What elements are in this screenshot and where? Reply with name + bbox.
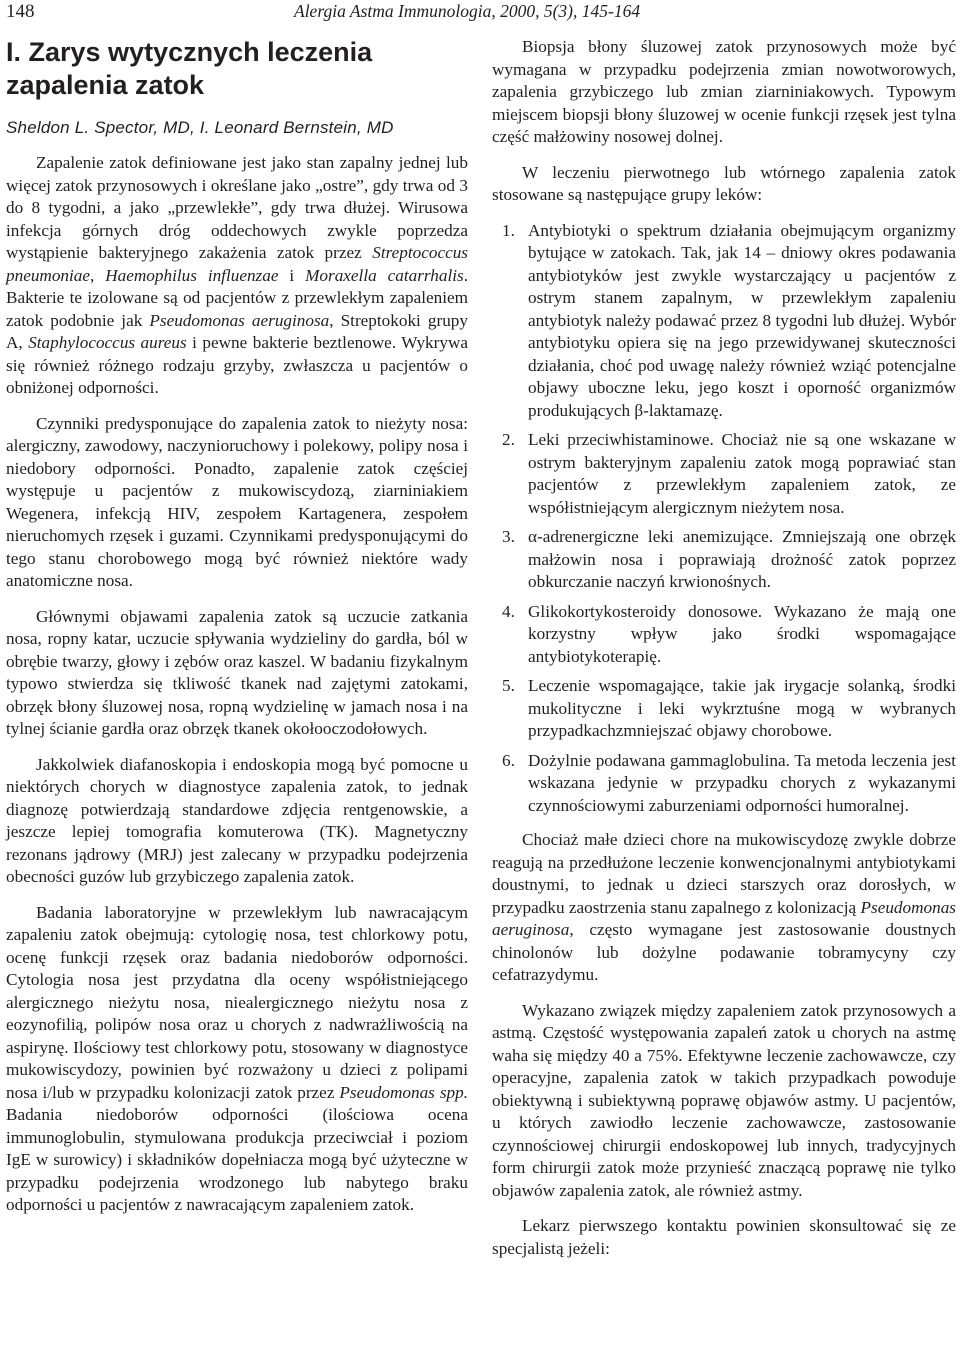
article-title: I. Zarys wytycznych leczenia zapalenia zatok — [6, 37, 373, 100]
right-column — [492, 36, 956, 1273]
page-number: 148 — [6, 1, 35, 22]
body-paragraph: Lekarz pierwszego kontaktu powinien skonsultować się ze specjalistą jeżeli: — [492, 1216, 956, 1258]
list-item-number: 3. — [502, 527, 515, 546]
body-paragraph: Jakkolwiek diafanoskopia i endoskopia mogą być pomocne u niektórych chorych w diagnostyce zapalenia zatok, to jednak diagnozę potwierdzają standardowe zdjęcia rentgenowskie, a jeszcze lepiej tomografia komuterowa (TK). Magnetyczny rezonans jądrowy (MRJ) jest zalecany w przypadku podejrzenia obecności guzów lub grzybiczego zapalenia zatok. — [6, 754, 468, 886]
list-item — [492, 526, 956, 594]
body-paragraph: Chociaż małe dzieci chore na mukowiscydozę zwykle dobrze reagują na przedłużone leczenie konwencjonalnymi antybiotykami doustnymi, to jednak u dzieci starszych oraz dorosłych, w przypadku zaostrzenia stanu zapalnego z kolonizacją Pseudomonas aeruginosa, często wymagane jest zastosowanie doustnych chinolonów lub dożylne podawanie tobramycyny czy cefatrazydymu. — [492, 830, 956, 984]
list-item-number: 1. — [502, 220, 515, 240]
list-item-text: Leki przeciwhistaminowe. Chociaż nie są one wskazane w ostrym bakteryjnym zapaleniu zatok mogą poprawiać stan pacjentów z przewlekłym zapaleniem zatok, ze współistniejącym alergicznym nieżytem nosa. — [528, 430, 956, 517]
list-item — [492, 601, 956, 669]
list-item-text: Dożylnie podawana gammaglobulina. Ta metoda leczenia jest wskazana jedynie w przypadku chorych z wykazanymi czynnościowymi zaburzeniami odporności humoralnej. — [528, 750, 956, 815]
list-item-text: α-adrenergiczne leki anemizujące. Zmniejszają one obrzęk małżowin nosa i poprawiają drożność zatok poprzez obkurczanie naczyń krwionośnych. — [528, 527, 956, 591]
list-item-number: 2. — [502, 430, 515, 449]
running-header — [6, 0, 954, 30]
treatment-list — [492, 220, 956, 818]
list-item-text: Antybiotyki o spektrum działania obejmującym organizmy bytujące w zatokach. Tak, jak 14 – dniowy okres podawania antybiotyków jest zwykle wystarczający u pacjentów z ostrym stanem zapalnym, w przewlekłym zapaleniu antybiotyk należy podawać przez 8 tygodni lub dłużej. Wybór antybiotyku opiera się na jego przewidywanej skuteczności działania, choć pod uwagę należy również wziąć potencjalne objawy uboczne leku, jego koszt i oporność organizmów produkujących β-laktamazę. — [528, 220, 956, 420]
body-paragraph: Wykazano związek między zapaleniem zatok przynosowych a astmą. Częstość występowania zapaleń zatok u chorych na astmę waha się między 40 a 75%. Efektywne leczenie zachowawcze, czy operacyjne, zapalenia zatok w takich przypadkach powoduje obiektywną i subiektywną poprawę objawów astmy. U pacjentów, u których zawiodło leczenie zachowawcze, zastosowanie czynnościowej chirurgii endoskopowej lub innych, tradycyjnych form chirurgii zatok może przynieść znaczącą poprawę nie tylko objawów zapalenia zatok, ale również astmy. — [492, 1000, 956, 1200]
list-item-number: 4. — [502, 601, 515, 621]
list-item — [492, 750, 956, 818]
journal-citation: Alergia Astma Immunologia, 2000, 5(3), 145-164 — [294, 1, 641, 21]
list-item-text: Glikokortykosteroidy donosowe. Wykazano że mają one korzystny wpływ jako środki wspomagające antybiotykoterapię. — [528, 601, 956, 666]
article-authors: Sheldon L. Spector, MD, I. Leonard Bernstein, MD — [6, 118, 394, 137]
body-paragraph: Czynniki predysponujące do zapalenia zatok to nieżyty nosa: alergiczny, zawodowy, naczynioruchowy i polekowy, polipy nosa i niedobory odporności. Ponadto, zapalenie zatok częściej występuje u pacjentów z mukowiscydozą, ziarniniakiem Wegenera, infekcją HIV, zespołem Kartagenera, zespołem nieruchomych rzęsek i guzami. Czynnikami predysponującymi do tego stanu chorobowego mogą być również niektóre wady anatomiczne nosa. — [6, 413, 468, 590]
body-paragraph: Badania laboratoryjne w przewlekłym lub nawracającym zapaleniu zatok obejmują: cytologię nosa, test chlorkowy potu, ocenę funkcji rzęsek oraz badania niedoborów odporności. Cytologia nosa jest przydatna dla oceny współistniejącego alergicznego nieżytu nosa, niealergicznego nieżytu nosa z eozynofilią, polipów nosa oraz u chorych z nadwrażliwością na aspirynę. Ilościowy test chlorkowy potu, stosowany w diagnostyce mukowiscydozy, powinien być rozważony u dzieci z polipami nosa i/lub w przypadku kolonizacji zatok przez Pseudomonas spp. Badania niedoborów odporności (ilościowa ocena immunoglobulin, stymulowana produkcja przeciwciał i poziom IgE w surowicy) i składników dopełniacza mogą być użyteczne w przypadku podejrzenia wrodzonego lub nabytego braku odporności u pacjentów z nawracającym zapaleniem zatok. — [6, 902, 468, 1214]
list-item — [492, 429, 956, 519]
list-item — [492, 220, 956, 423]
body-paragraph: Biopsja błony śluzowej zatok przynosowych może być wymagana w przypadku podejrzenia zmian nowotworowych, zapalenia grzybiczego lub zmian ziarniniakowych. Typowym miejscem biopsji błony śluzowej w ocenie funkcji rzęsek jest tylna część małżowiny nosowej dolnej. — [492, 37, 956, 146]
list-item-text: Leczenie wspomagające, takie jak irygacje solanką, środki mukolityczne i leki wykrztuśne mogą w wybranych przypadkachzmniejszać objawy chorobowe. — [528, 676, 956, 740]
body-paragraph: W leczeniu pierwotnego lub wtórnego zapalenia zatok stosowane są następujące grupy leków: — [492, 162, 956, 204]
left-column — [6, 36, 468, 1230]
body-paragraph: Głównymi objawami zapalenia zatok są uczucie zatkania nosa, ropny katar, uczucie spływania wydzieliny do gardła, ból w obrębie twarzy, głowy i zębów oraz kaszel. W badaniu fizykalnym typowo stwierdza się tkliwość tkanek nad zajętymi zatokami, obrzęk błony śluzowej nosa, ropną wydzielinę w jamach nosa i na tylnej ścianie gardła oraz obrzęk tkanek okołooczodołowych. — [6, 606, 468, 738]
list-item-number: 5. — [502, 676, 515, 695]
body-paragraph: Zapalenie zatok definiowane jest jako stan zapalny jednej lub więcej zatok przynosowych i określane jako „ostre”, gdy trwa od 3 do 8 tygodni, a jako „przewlekłe”, gdy trwa dłużej. Wirusowa infekcja górnych dróg oddechowych zwykle poprzedza wystąpienie bakteryjnego zakażenia zatok przez Streptococcus pneumoniae, Haemophilus influenzae i Moraxella catarrhalis. Bakterie te izolowane są od pacjentów z przewlekłym zapaleniem zatok podobnie jak Pseudomonas aeruginosa, Streptokoki grupy A, Staphylococcus aureus i pewne bakterie beztlenowe. Wykrywa się również różnego rodzaju grzyby, zwłaszcza u pacjentów o obniżonej odporności. — [6, 153, 468, 397]
list-item-number: 6. — [502, 750, 515, 770]
list-item — [492, 675, 956, 743]
